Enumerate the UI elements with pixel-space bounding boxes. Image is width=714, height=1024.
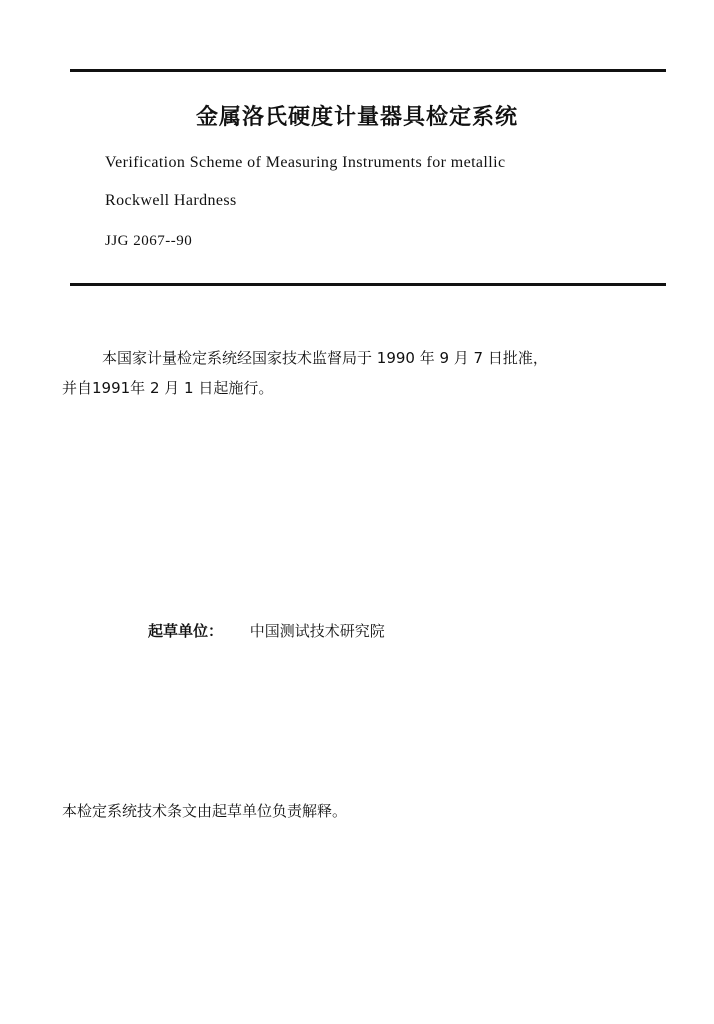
- document-code: JJG 2067--90: [105, 233, 193, 249]
- approval-paragraph: [62, 343, 672, 403]
- drafting-unit-label: 起草单位：: [148, 622, 224, 640]
- top-rule: [70, 69, 666, 72]
- document-title-chinese: 金属洛氏硬度计量器具检定系统: [195, 105, 518, 130]
- drafting-unit: [148, 620, 385, 641]
- document-title-english-line1: Verification Scheme of Measuring Instruments for metallic: [105, 154, 506, 171]
- interpretation-statement: 本检定系统技术条文由起草单位负责解释。: [62, 802, 348, 820]
- bottom-rule: [70, 283, 666, 286]
- approval-line-1: 本国家计量检定系统经国家技术监督局于 1990 年 9 月 7 日批准，: [102, 349, 548, 367]
- approval-line-2: 并自1991年 2 月 1 日起施行。: [62, 379, 274, 397]
- drafting-unit-value: 中国测试技术研究院: [249, 622, 385, 640]
- document-title-english-line2: Rockwell Hardness: [105, 192, 237, 209]
